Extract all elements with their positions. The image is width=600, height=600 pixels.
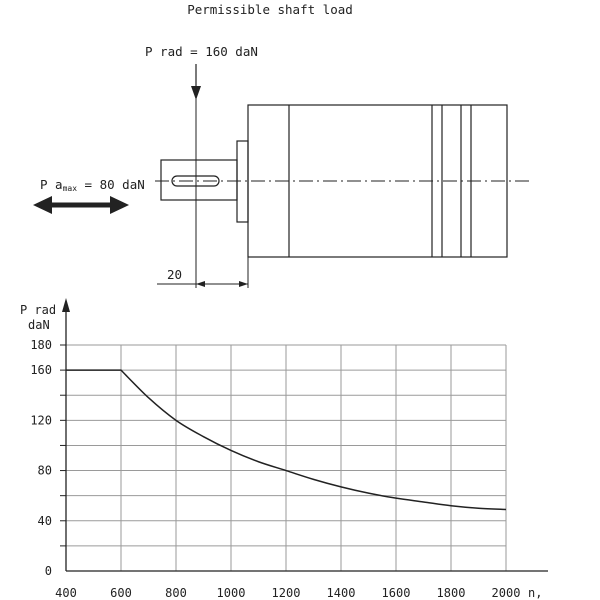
axial-load-label: P amax = 80 daN: [40, 177, 145, 193]
flange: [237, 141, 248, 222]
x-tick-label: 1800: [436, 586, 466, 600]
radial-arrow-head: [191, 86, 201, 100]
y-axis-arrow: [62, 298, 70, 312]
y-axis-unit: daN: [28, 318, 50, 332]
shaft-drawing: [33, 64, 530, 288]
x-tick-label: 800: [165, 586, 187, 600]
dimension-label: 20: [167, 267, 183, 282]
y-tick-label: 120: [30, 413, 52, 428]
chart-grid: [66, 345, 506, 571]
y-tick-label: 80: [37, 463, 52, 478]
y-tick-label: 180: [30, 338, 52, 352]
y-tick-label: 0: [44, 564, 52, 578]
axial-arrow-head-right: [110, 196, 129, 214]
radial-load-label: P rad = 160 daN: [145, 44, 258, 59]
x-tick-label: 1400: [326, 586, 356, 600]
x-tick-label: 1200: [271, 586, 301, 600]
x-tick-label: 2000: [491, 586, 521, 600]
x-tick-label: 400: [55, 586, 77, 600]
chart-axes: [60, 298, 548, 571]
chart-tick-labels: [30, 338, 520, 600]
x-axis-label: n,: [528, 586, 543, 600]
x-tick-label: 1000: [216, 586, 246, 600]
dimension-arrow-right: [239, 281, 248, 287]
figure-title: Permissible shaft load: [187, 2, 353, 17]
x-tick-label: 1600: [381, 586, 411, 600]
axial-arrow-head-left: [33, 196, 52, 214]
y-tick-label: 40: [37, 513, 52, 528]
load-speed-chart: [20, 298, 548, 600]
x-tick-label: 600: [110, 586, 132, 600]
dimension-arrow-left: [196, 281, 205, 287]
y-axis-label: P rad: [20, 303, 57, 317]
y-tick-label: 160: [30, 363, 52, 378]
